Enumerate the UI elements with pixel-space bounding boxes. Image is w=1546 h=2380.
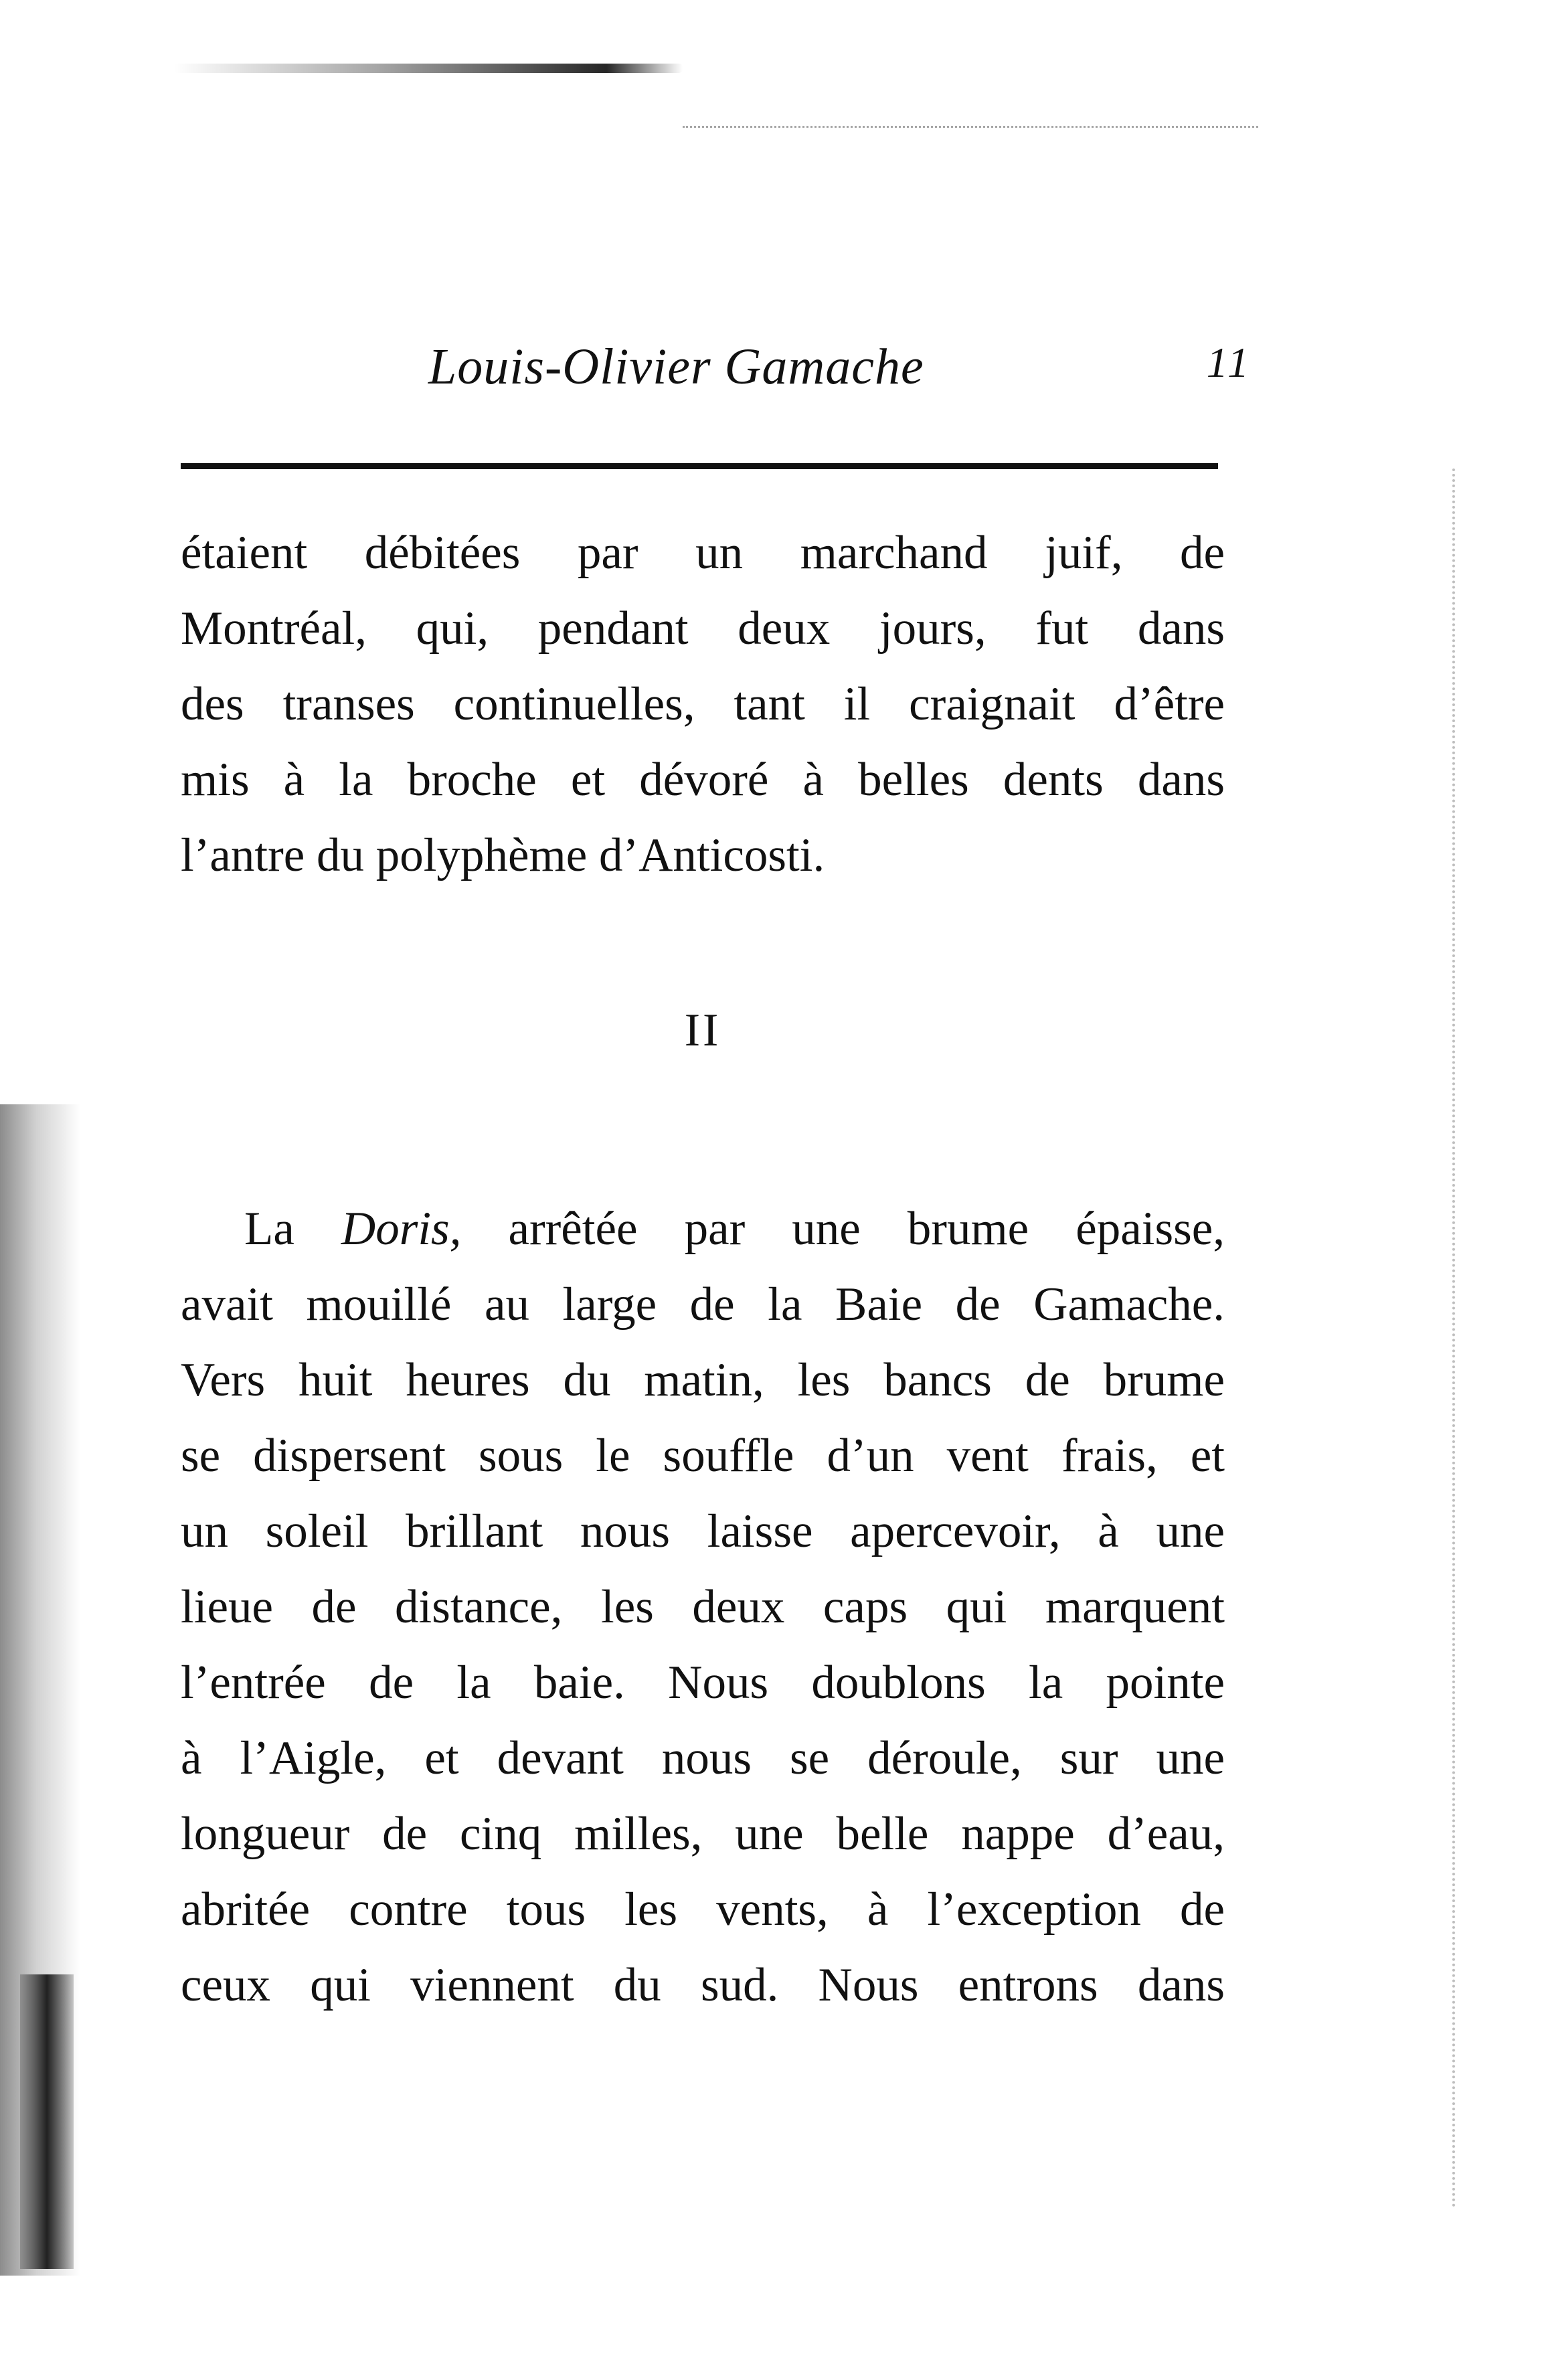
header-rule	[181, 463, 1218, 469]
running-header-title: Louis-Olivier Gamache	[428, 339, 924, 395]
text-line: l’entrée de la baie. Nous doublons la pointe	[181, 1656, 1225, 1709]
text-line: l’antre du polyphème d’Anticosti.	[181, 829, 825, 881]
paragraph-section-ii	[181, 1191, 1225, 2023]
text-line: des transes continuelles, tant il craignait d’être	[181, 678, 1225, 730]
text-line: mis à la broche et dévoré à belles dents dans	[181, 754, 1225, 806]
text-run: arrêtée par une brume épaisse,	[461, 1203, 1225, 1255]
text-line: lieue de distance, les deux caps qui marquent	[181, 1581, 1225, 1633]
text-line: Vers huit heures du matin, les bancs de brume	[181, 1354, 1225, 1406]
text-line: se dispersent sous le souffle d’un vent frais, et	[181, 1430, 1225, 1482]
text-line: un soleil brillant nous laisse apercevoir, à une	[181, 1505, 1225, 1557]
ship-name: Doris,	[341, 1203, 462, 1255]
text-line: Montréal, qui, pendant deux jours, fut dans	[181, 602, 1225, 655]
paragraph-continued	[181, 515, 1225, 894]
text-line: longueur de cinq milles, une belle nappe d’eau,	[181, 1808, 1225, 1860]
scan-smudge-top	[174, 64, 683, 73]
text-line: à l’Aigle, et devant nous se déroule, sur une	[181, 1732, 1225, 1784]
scan-dotted-line	[683, 126, 1258, 130]
text-line: étaient débitées par un marchand juif, de	[181, 527, 1225, 579]
text-line: abritée contre tous les vents, à l’exception de	[181, 1883, 1225, 1936]
text-line: avait mouillé au large de la Baie de Gamache.	[181, 1278, 1225, 1331]
text-line-first	[181, 1191, 1225, 1267]
scan-binding-shadow	[20, 1974, 74, 2269]
scan-edge-right	[1452, 469, 1459, 2209]
page-number: 11	[1206, 339, 1252, 386]
section-heading: II	[684, 1005, 721, 1056]
running-header	[428, 338, 1252, 412]
text-line: ceux qui viennent du sud. Nous entrons dans	[181, 1959, 1225, 2011]
text-run: La	[244, 1203, 341, 1255]
